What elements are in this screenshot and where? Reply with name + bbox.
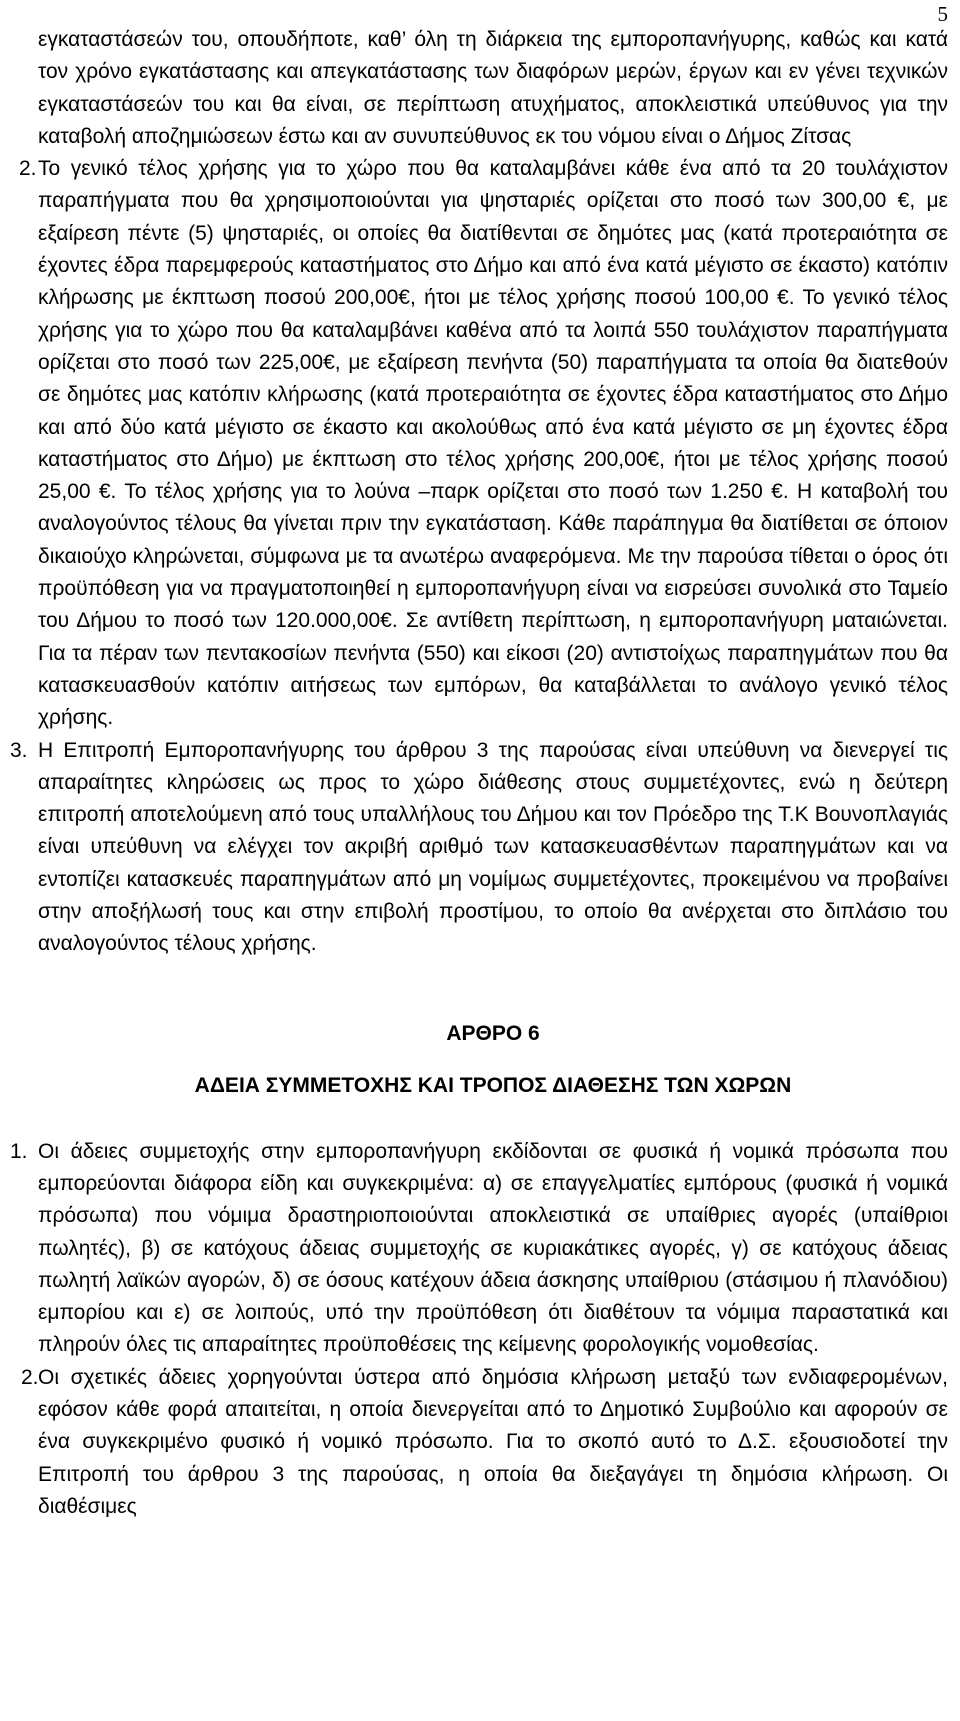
list-item bbox=[21, 1362, 948, 1523]
intro-paragraph: εγκαταστάσεών του, οπουδήποτε, καθ’ όλη τη διάρκεια της εμποροπανήγυρης, καθώς και κατά τον χρόνο εγκατάστασης και απεγκατάστασης των διαφόρων μερών, έργων και εν γένει τεχνικών εγκαταστάσεών του και θα είναι, σε περίπτωση ατυχήματος, αποκλειστικά υπεύθυνος για την καταβολή αποζημιώσεων έστω και αν συνυπεύθυνος εκ του νόμου είναι ο Δήμος Ζίτσας bbox=[38, 28, 948, 148]
page-number: 5 bbox=[937, 2, 948, 26]
list-item-text: Το γενικό τέλος χρήσης για το χώρο που θα καταλαμβάνει κάθε ένα από τα 20 τουλάχιστον παραπήγματα που θα χρησιμοποιούνται για ψησταριές ορίζεται στο ποσό των 300,00 €, με εξαίρεση πέντε (5) ψησταριές, οι οποίες θα διατίθενται σε δημότες μας (κατά προτεραιότητα σε έχοντες έδρα παρεμφερούς καταστήματος στο Δήμο και από ένα κατά μέγιστο σε έκαστο) κατόπιν κλήρωσης με έκπτωση ποσού 200,00€, ήτοι με τέλος χρήσης ποσού 100,00 €. Το γενικό τέλος χρήσης για το χώρο που θα καταλαμβάνει καθένα από τα λοιπά 550 τουλάχιστον παραπήγματα ορίζεται στο ποσό των 225,00€, με εξαίρεση πενήντα (50) παραπήγματα τα οποία θα διατεθούν σε δημότες μας κατόπιν κλήρωσης (κατά προτεραιότητα σε έχοντες έδρα καταστήματος στο Δήμο και από δύο κατά μέγιστο σε έκαστο και ακολούθως από ένα κατά μέγιστο σε μη έχοντες έδρα καταστήματος στο Δήμο) με έκπτωση στο τέλος χρήσης 200,00€, ήτοι με τέλος χρήσης ποσού 25,00 €. Το τέλος χρήσης για το λούνα –παρκ ορίζεται στο ποσό των 1.250 €. Η καταβολή του αναλογούντος τέλους θα γίνεται πριν την εγκατάσταση. Κάθε παράπηγμα θα διατίθεται σε όποιον δικαιούχο κληρώνεται, σύμφωνα με τα ανωτέρω αναφερόμενα. Με την παρούσα τίθεται ο όρος ότι προϋπόθεση για να πραγματοποιηθεί η εμποροπανήγυρη είναι να εισρεύσει συνολικά στο Ταμείο του Δήμου το ποσό των 120.000,00€. Σε αντίθετη περίπτωση, η εμποροπανήγυρη ματαιώνεται. Για τα πέραν των πεντακοσίων πενήντα (550) και είκοσι (20) αντιστοίχως παραπηγμάτων που θα κατασκευασθούν κατόπιν αιτήσεως των εμπόρων, θα καταβάλλεται το ανάλογο γενικό τέλος χρήσης. bbox=[38, 157, 948, 730]
article-title: ΑΔΕΙΑ ΣΥΜΜΕΤΟΧΗΣ ΚΑΙ ΤΡΟΠΟΣ ΔΙΑΘΕΣΗΣ ΤΩΝ ΧΩΡΩΝ bbox=[194, 1073, 792, 1097]
list-item bbox=[10, 735, 948, 961]
document-body bbox=[10, 24, 948, 1523]
list-item-number: 2. bbox=[21, 1365, 39, 1389]
list-item bbox=[10, 1136, 948, 1362]
article-heading: ΑΡΘΡΟ 6 bbox=[446, 1021, 540, 1045]
list-item-number: 3. bbox=[10, 738, 28, 762]
list-item-number: 2. bbox=[19, 157, 37, 181]
list-item-text: Η Επιτροπή Εμποροπανήγυρης του άρθρου 3 της παρούσας είναι υπεύθυνη να διενεργεί τις απαραίτητες κληρώσεις ως προς το χώρο διάθεσης στους συμμετέχοντες, ενώ η δεύτερη επιτροπή αποτελούμενη από τους υπαλλήλους του Δήμου και τον Πρόεδρο της Τ.Κ Βουνοπλαγιάς είναι υπεύθυνη να ελέγχει τον ακριβή αριθμό των κατασκευασθέντων παραπηγμάτων και να εντοπίζει κατασκευές παραπηγμάτων από μη νομίμως συμμετέχοντες, προκειμένου να προβαίνει στην αποξήλωσή τους και στην επιβολή προστίμου, το οποίο θα ανέρχεται στο διπλάσιο του αναλογούντος τέλους χρήσης. bbox=[38, 738, 948, 956]
list-item-text: Οι άδειες συμμετοχής στην εμποροπανήγυρη εκδίδονται σε φυσικά ή νομικά πρόσωπα που εμπορεύονται διάφορα είδη και συγκεκριμένα: α) σε επαγγελματίες εμπόρους (φυσικά ή νομικά πρόσωπα) που νόμιμα δραστηριοποιούνται αποκλειστικά σε υπαίθριες αγορές (υπαίθριοι πωλητές), β) σε κατόχους άδειας συμμετοχής σε κυριακάτικες αγορές, γ) σε κατόχους άδειας πωλητή λαϊκών αγορών, δ) σε όσους κατέχουν άδεια άσκησης υπαίθριου (στάσιμου ή πλανόδιου) εμπορίου και ε) σε λοιπούς, υπό την προϋπόθεση ότι διαθέτουν τα νόμιμα παραστατικά και πληρούν όλες τις απαραίτητες προϋποθέσεις της κείμενης φορολογικής νομοθεσίας. bbox=[38, 1139, 948, 1357]
list-item-number: 1. bbox=[10, 1139, 28, 1163]
list-item-text: Οι σχετικές άδειες χορηγούνται ύστερα από δημόσια κλήρωση μεταξύ των ενδιαφερομένων, εφόσον κάθε φορά απαιτείται, η οποία διενεργείται από το Δημοτικό Συμβούλιο και αφορούν σε ένα συγκεκριμένο φυσικό ή νομικό πρόσωπο. Για το σκοπό αυτό το Δ.Σ. εξουσιοδοτεί την Επιτροπή του άρθρου 3 της παρούσας, η οποία θα διεξαγάγει τη δημόσια κλήρωση. Οι διαθέσιμες bbox=[38, 1365, 948, 1518]
list-item bbox=[19, 153, 948, 734]
